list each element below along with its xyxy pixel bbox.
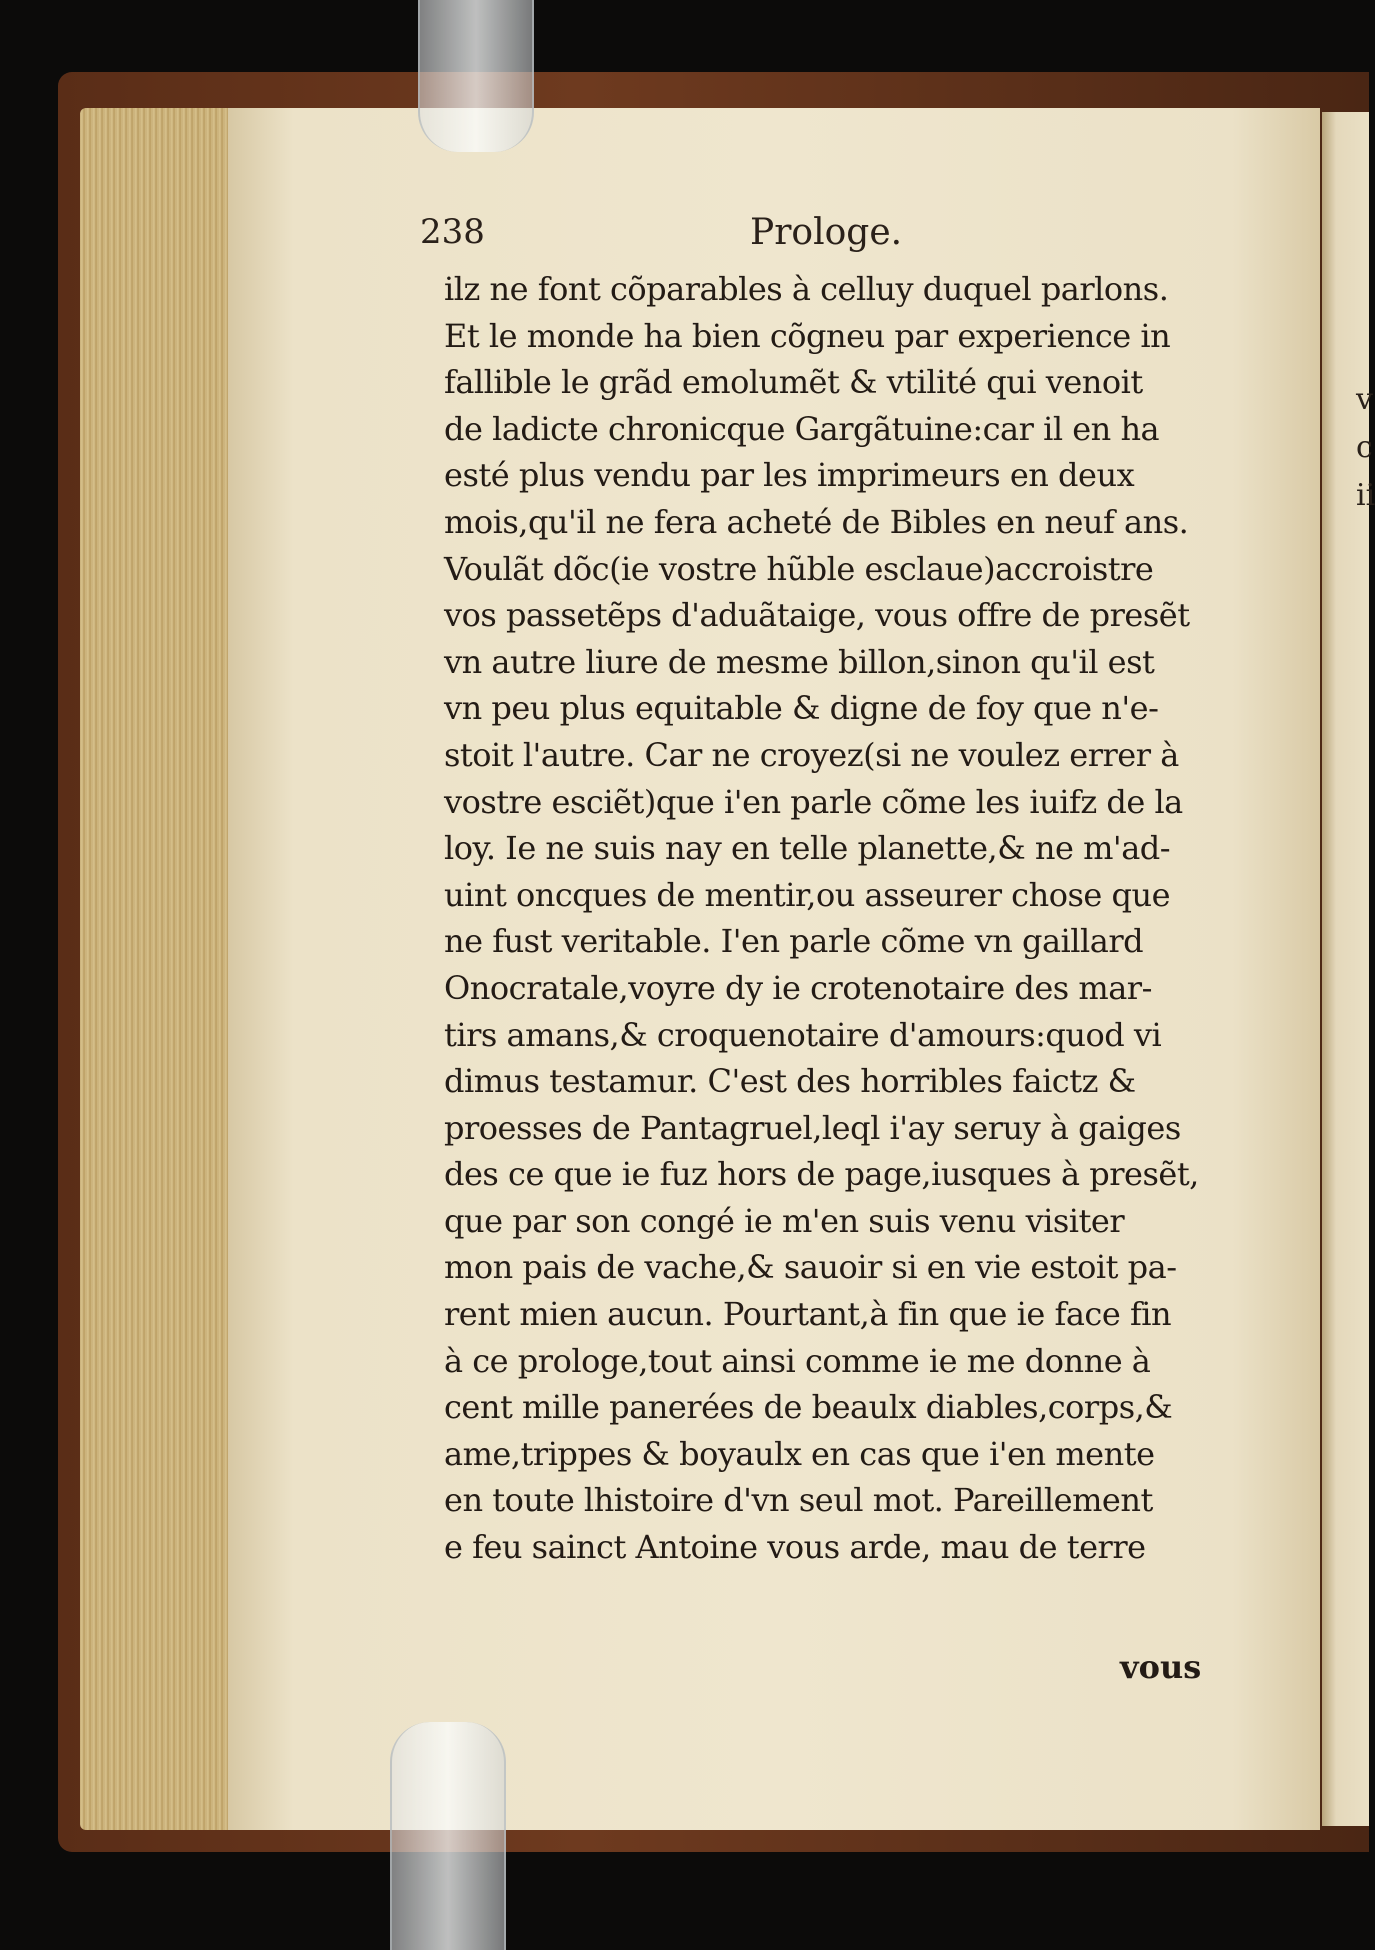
running-head: Prologe. xyxy=(750,212,903,253)
text-line: ne fust veritable. I'en parle cõme vn gaillard xyxy=(444,922,1144,961)
text-line: e feu sainct Antoine vous arde, mau de terre xyxy=(444,1528,1146,1567)
text-line: vos passetẽps d'aduãtaige, vous offre de presẽt xyxy=(444,596,1190,635)
text-line: mon pais de vache,& sauoir si en vie estoit pa- xyxy=(444,1248,1177,1287)
catchword: vous xyxy=(1120,1648,1202,1686)
text-line: en toute lhistoire d'vn seul mot. Pareillement xyxy=(444,1481,1153,1520)
text-line: Et le monde ha bien cõgneu par experience in xyxy=(444,316,1171,355)
text-block xyxy=(444,266,1264,1571)
text-line: Voulãt dõc(ie vostre hũble esclaue)accroistre xyxy=(444,549,1154,588)
text-line: proesses de Pantagruel,leql i'ay seruy à gaiges xyxy=(444,1108,1181,1147)
text-line: uint oncques de mentir,ou asseurer chose que xyxy=(444,875,1171,914)
page-header xyxy=(420,212,1280,262)
text-line: des ce que ie fuz hors de page,iusques à presẽt, xyxy=(444,1155,1199,1194)
text-line: vostre esciẽt)que i'en parle cõme les iuifz de la xyxy=(444,782,1183,821)
facing-page-fragment: ii xyxy=(1356,478,1375,513)
facing-page-fragment: v xyxy=(1356,382,1373,417)
page-clip-top xyxy=(418,0,534,152)
text-line: Onocratale,voyre dy ie crotenotaire des mar- xyxy=(444,968,1152,1007)
text-line: vn peu plus equitable & digne de foy que n'e- xyxy=(444,689,1159,728)
text-line: stoit l'autre. Car ne croyez(si ne voulez errer à xyxy=(444,735,1179,774)
text-line: loy. Ie ne suis nay en telle planette,& ne m'ad- xyxy=(444,829,1171,868)
text-line: que par son congé ie m'en suis venu visiter xyxy=(444,1201,1125,1240)
text-line: tirs amans,& croquenotaire d'amours:quod vi xyxy=(444,1015,1162,1054)
text-line: cent mille panerées de beaulx diables,corps,& xyxy=(444,1388,1173,1427)
page-clip-bottom xyxy=(390,1722,506,1950)
page-number: 238 xyxy=(420,212,485,252)
text-line: vn autre liure de mesme billon,sinon qu'il est xyxy=(444,642,1155,681)
text-line: mois,qu'il ne fera acheté de Bibles en neuf ans. xyxy=(444,502,1189,541)
text-line: à ce prologe,tout ainsi comme ie me donne à xyxy=(444,1341,1151,1380)
text-line: de ladicte chronicque Gargãtuine:car il en ha xyxy=(444,409,1160,448)
page-edges xyxy=(80,108,230,1830)
text-line: ame,trippes & boyaulx en cas que i'en mente xyxy=(444,1434,1155,1473)
text-line: rent mien aucun. Pourtant,à fin que ie face fin xyxy=(444,1295,1172,1334)
facing-page xyxy=(1322,112,1375,1826)
text-line: esté plus vendu par les imprimeurs en deux xyxy=(444,456,1135,495)
facing-page-fragment: c xyxy=(1356,430,1373,465)
text-line: ilz ne font cõparables à celluy duquel parlons. xyxy=(444,270,1169,308)
text-line: fallible le grãd emolumẽt & vtilité qui venoit xyxy=(444,363,1143,402)
text-line: dimus testamur. C'est des horribles faictz & xyxy=(444,1062,1136,1101)
